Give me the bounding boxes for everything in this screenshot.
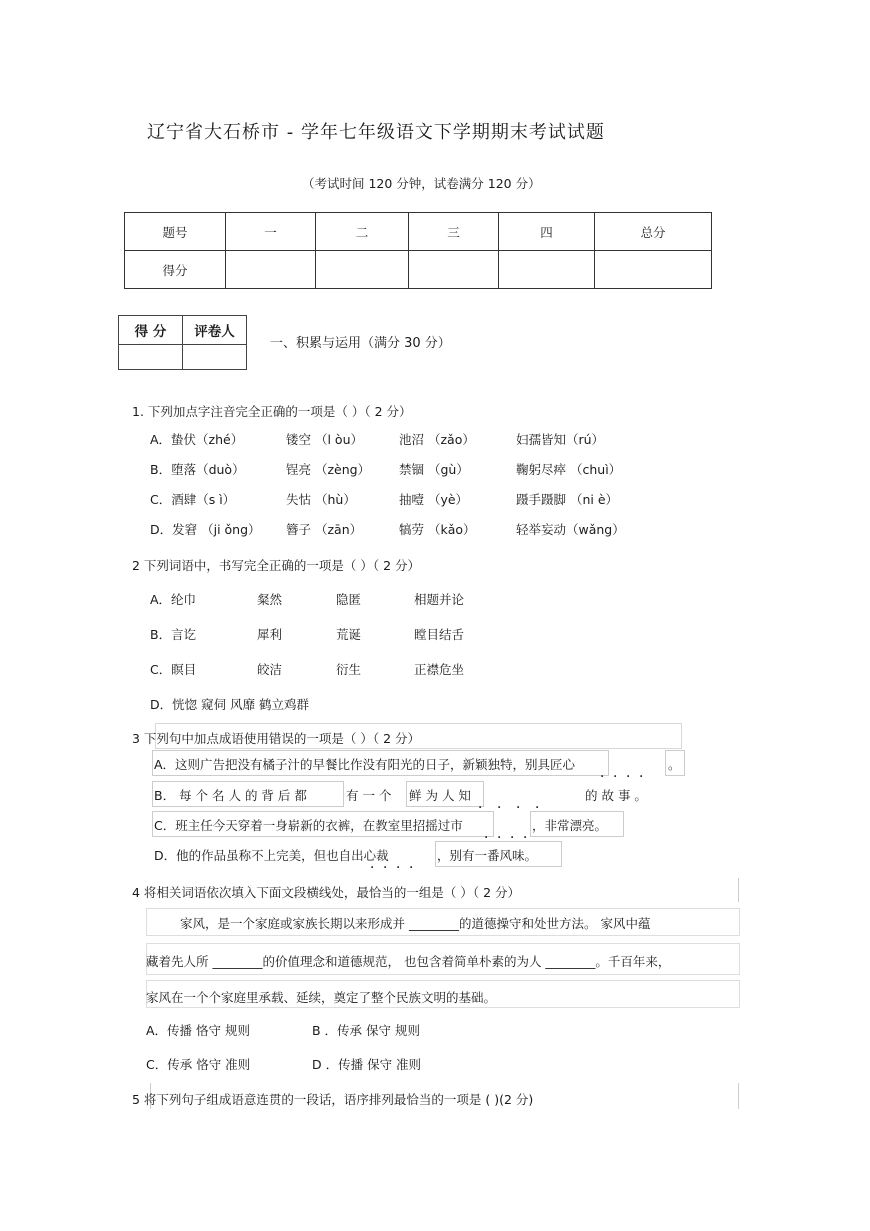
- q1-option-c-4: 蹑手蹑脚 （ni è）: [516, 492, 619, 507]
- score-cell: [595, 251, 712, 289]
- exam-info: （考试时间 120 分钟，试卷满分 120 分）: [302, 176, 541, 191]
- q1-option-d-2: 簪子 （zān）: [286, 522, 363, 537]
- q2-option-b-4: 瞠目结舌: [414, 627, 465, 642]
- q4-paragraph-line2: 藏着先人所 ________的价值理念和道德规范， 也包含着简单朴素的为人 ________。千百年来，: [146, 954, 671, 969]
- question-2-stem: 2 下列词语中，书写完全正确的一项是（ ）（ 2 分）: [132, 558, 421, 573]
- score-table-header: 二: [316, 213, 409, 251]
- q4-paragraph-line1: 家风，是一个家庭或家族长期以来形成并 ________的道德操守和处世方法。 家风中蕴: [180, 916, 651, 931]
- score-table-header: 一: [226, 213, 316, 251]
- q1-option-b-3: 禁锢 （gù）: [399, 462, 469, 477]
- document-title: 辽宁省大石桥市 - 学年七年级语文下学期期末考试试题: [147, 122, 605, 143]
- score-cell: [499, 251, 595, 289]
- q3-option-b-part4: 的 故 事 。: [585, 788, 647, 803]
- q3-emphasis-dots: ．．．．: [600, 765, 659, 781]
- q2-option-c-3: 衍生: [336, 662, 362, 677]
- grader-name-cell: [183, 345, 247, 370]
- grader-score-label: 得 分: [119, 316, 183, 345]
- q3-option-a-end: 。: [668, 757, 681, 772]
- question-1-stem: 1. 下列加点字注音完全正确的一项是（ ）（ 2 分）: [132, 404, 412, 419]
- score-cell: [409, 251, 499, 289]
- q1-option-b-4: 鞠躬尽瘁 （chuì）: [516, 462, 622, 477]
- q2-option-b-3: 荒诞: [336, 627, 362, 642]
- q1-option-a-4: 妇孺皆知（rú）: [516, 432, 605, 447]
- q1-option-b-1: B．堕落（duò）: [150, 462, 245, 477]
- q3-emphasis-dots: ．．．．: [478, 796, 561, 812]
- q4-option-c: C．传承 恪守 准则: [146, 1057, 251, 1072]
- question-4-stem: 4 将相关词语依次填入下面文段横线处，最恰当的一组是（ ）（ 2 分）: [132, 885, 521, 900]
- q3-option-a: A．这则广告把没有橘子汁的早餐比作没有阳光的日子，新颖独特，别具匠心: [154, 757, 576, 772]
- q1-option-c-1: C．酒肆（s ì）: [150, 492, 236, 507]
- q1-option-d-3: 犒劳 （kǎo）: [399, 522, 476, 537]
- q2-option-a-3: 隐匿: [336, 592, 362, 607]
- q3-option-d: D．他的作品虽称不上完美，但也自出心裁: [154, 848, 389, 863]
- q3-emphasis-dots: ．．．．: [484, 826, 543, 842]
- q2-option-c-2: 皎洁: [257, 662, 283, 677]
- q2-option-b-2: 犀利: [257, 627, 283, 642]
- score-row-label: 得分: [125, 251, 226, 289]
- grader-name-label: 评卷人: [183, 316, 247, 345]
- q1-option-c-2: 失怙 （hù）: [286, 492, 356, 507]
- q4-option-b: B ．传承 保守 规则: [312, 1023, 420, 1038]
- q2-option-c-4: 正襟危坐: [414, 662, 465, 677]
- score-table: [124, 212, 712, 289]
- q2-option-a-2: 粲然: [257, 592, 283, 607]
- score-table-header: 四: [499, 213, 595, 251]
- score-table-header-row: [125, 213, 712, 251]
- q4-paragraph-line3: 家风在一个个家庭里承载、延续，奠定了整个民族文明的基础。: [146, 990, 497, 1005]
- q3-option-b-part2: 有 一 个: [346, 788, 392, 803]
- section-heading: 一、积累与运用（满分 30 分）: [270, 336, 451, 351]
- question-5-stem: 5 将下列句子组成语意连贯的一段话，语序排列最恰当的一项是 ( )(2 分): [132, 1092, 534, 1107]
- score-cell: [316, 251, 409, 289]
- q2-option-b-1: B．言讫: [150, 627, 197, 642]
- q1-option-a-3: 池沼 （zǎo）: [399, 432, 475, 447]
- q3-option-c: C．班主任今天穿着一身崭新的衣裤，在教室里招摇过市: [154, 818, 463, 833]
- q2-option-a-1: A．纶巾: [150, 592, 197, 607]
- q1-option-a-2: 镂空 （l òu）: [286, 432, 363, 447]
- q3-option-b-part1: B． 每 个 名 人 的 背 后 都: [154, 788, 307, 803]
- scan-line: [738, 878, 739, 902]
- q1-option-b-2: 锃亮 （zèng）: [286, 462, 371, 477]
- q1-option-a-1: A．蛰伏（zhé）: [150, 432, 244, 447]
- q2-option-d: D．恍惚 窥伺 风靡 鹤立鸡群: [150, 697, 310, 712]
- score-table-score-row: [125, 251, 712, 289]
- scan-line: [738, 1083, 739, 1109]
- q3-option-d-end: ，别有一番风味。: [437, 848, 538, 863]
- q1-option-c-3: 抽噎 （yè）: [399, 492, 469, 507]
- q2-option-a-4: 相题并论: [414, 592, 465, 607]
- q2-option-c-1: C．瞑目: [150, 662, 197, 677]
- question-3-stem: 3 下列句中加点成语使用错误的一项是（ ）（ 2 分）: [132, 731, 421, 746]
- q1-option-d-1: D．发窘 （ji ǒng）: [150, 522, 261, 537]
- q4-option-a: A．传播 恪守 规则: [146, 1023, 250, 1038]
- q3-option-c-end: ，非常漂亮。: [532, 818, 608, 833]
- grader-score-cell: [119, 345, 183, 370]
- score-table-header: 总分: [595, 213, 712, 251]
- score-table-header: 三: [409, 213, 499, 251]
- score-cell: [226, 251, 316, 289]
- q3-option-b-phrase: 鲜 为 人 知: [409, 788, 471, 803]
- q4-option-d: D ．传播 保守 准则: [312, 1057, 422, 1072]
- q1-option-d-4: 轻举妄动（wǎng）: [516, 522, 625, 537]
- grader-box: [118, 315, 247, 370]
- q3-emphasis-dots: ．．．．: [370, 856, 429, 872]
- score-table-header: 题号: [125, 213, 226, 251]
